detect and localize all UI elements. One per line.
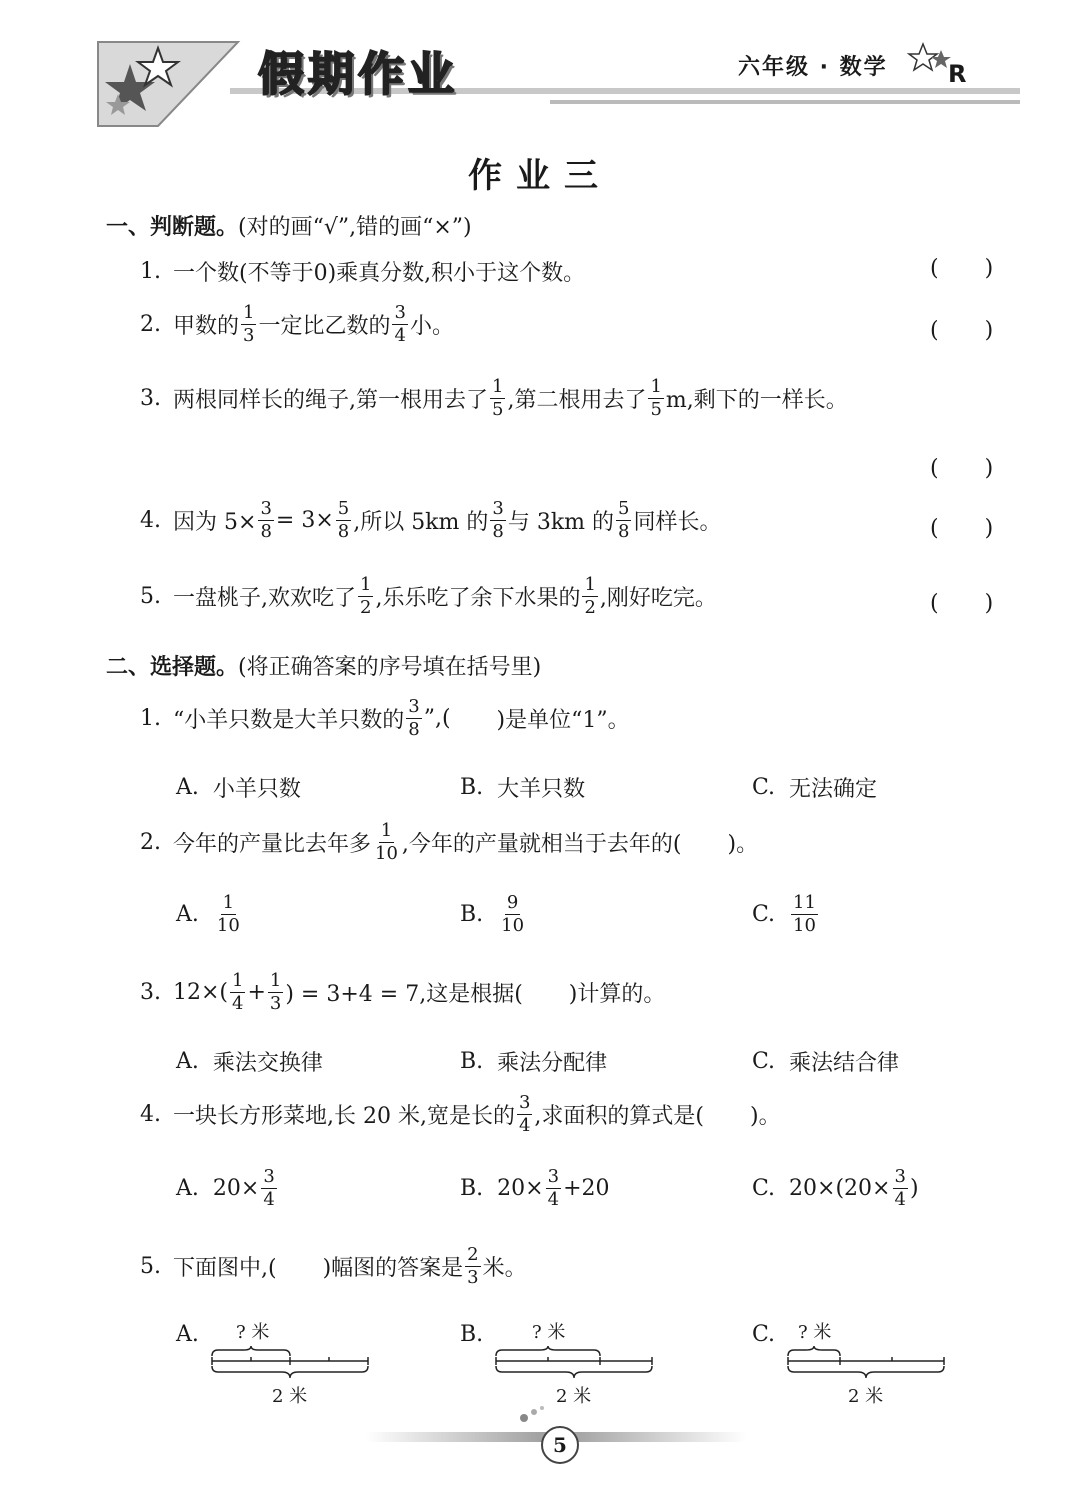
diagram-top-label: ? 米 [236,1322,270,1343]
edition-mark: R [948,60,967,88]
option-a[interactable]: A. 20× $\frac{3}{4}$ [176,1166,275,1210]
diagram-top-label: ? 米 [532,1322,566,1343]
fraction: $\frac{3}{8}$ [492,498,504,542]
option-b[interactable]: B. 大羊只数 [460,775,586,802]
segment-diagram-c [782,1344,952,1384]
header-title: 假期作业 [258,47,458,101]
section1-heading: 一、判断题。(对的画“√”,错的画“×”) [106,215,472,240]
option-b[interactable]: B. 乘法分配律 [460,1049,608,1076]
fraction: $\frac{1}{5}$ [650,376,662,420]
option-a[interactable]: A. $\frac{1}{10}$ [176,892,240,936]
fraction: $\frac{3}{8}$ [260,498,272,542]
option-c[interactable]: C. 20×(20× $\frac{3}{4}$ ) [752,1166,919,1210]
option-c[interactable]: C. [752,1322,776,1347]
fraction: $\frac{1}{10}$ [216,892,240,936]
s1-question-5: 5. 一盘桃子,欢欢吃了 $\frac{1}{2}$ ,乐乐吃了余下水果的 $\frac{1}{2}$ ,刚好吃完。 [140,574,717,618]
fraction: $\frac{1}{5}$ [492,376,504,420]
option-c[interactable]: C. 乘法结合律 [752,1049,900,1076]
option-b[interactable]: B. [460,1322,484,1347]
s1-question-2: 2. 甲数的 $\frac{1}{3}$ 一定比乙数的 $\frac{3}{4}$ 小。 [140,302,454,346]
fraction: $\frac{1}{4}$ [232,970,244,1014]
option-c[interactable]: C. $\frac{11}{10}$ [752,892,816,936]
fraction: $\frac{1}{3}$ [269,970,282,1014]
s1-question-4: 4. 因为 5× $\frac{3}{8}$ = 3× $\frac{5}{8}$ ,所以 5km 的 $\frac{3}{8}$ 与 3km 的 $\frac{5}{8}$ 同样长。 [140,498,722,542]
segment-diagram-b [490,1344,660,1384]
fraction: $\frac{3}{4}$ [518,1092,531,1136]
s2-question-2: 2. 今年的产量比去年多 $\frac{1}{10}$ ,今年的产量就相当于去年的( )。 [140,820,759,864]
fraction: $\frac{1}{2}$ [360,574,372,618]
s2-question-1: 1. “小羊只数是大羊只数的 $\frac{3}{8}$ ”,( )是单位“1”。 [140,696,630,740]
diagram-top-label: ? 米 [798,1322,832,1343]
fraction: $\frac{2}{3}$ [467,1244,479,1288]
fraction: $\frac{3}{4}$ [263,1166,275,1210]
option-c[interactable]: C. 无法确定 [752,775,878,802]
option-b[interactable]: B. $\frac{9}{10}$ [460,892,525,936]
fraction: $\frac{3}{4}$ [894,1166,906,1210]
s2-question-3: 3. 12×( $\frac{1}{4}$ + $\frac{1}{3}$ ) = 3+4 = 7,这是根据( )计算的。 [140,970,666,1014]
section1-instruction: (对的画“√”,错的画“×”) [238,215,472,240]
header-grade-subject: 六年级 · 数学 [738,55,888,80]
diagram-bottom-label: 2 米 [272,1386,308,1407]
page-title: 作业三 [468,156,612,196]
answer-bracket[interactable]: ( ) [930,456,994,481]
fraction: $\frac{5}{8}$ [618,498,630,542]
option-a[interactable]: A. 乘法交换律 [176,1049,323,1076]
fraction: $\frac{3}{4}$ [547,1166,560,1210]
page-number: 5 [541,1426,579,1464]
answer-bracket[interactable]: ( ) [930,256,994,281]
diagram-bottom-label: 2 米 [848,1386,884,1407]
fraction: $\frac{3}{8}$ [408,696,420,740]
header-logo-stars [88,34,248,138]
fraction: $\frac{1}{3}$ [243,302,255,346]
s2-question-4: 4. 一块长方形菜地,长 20 米,宽是长的 $\frac{3}{4}$ ,求面积的算式是( )。 [140,1092,781,1136]
fraction: $\frac{11}{10}$ [793,892,816,936]
option-b[interactable]: B. 20× $\frac{3}{4}$ +20 [460,1166,610,1210]
section2-heading: 二、选择题。(将正确答案的序号填在括号里) [106,655,542,680]
answer-bracket[interactable]: ( ) [930,318,994,343]
section2-instruction: (将正确答案的序号填在括号里) [238,655,542,680]
s2-question-5: 5. 下面图中,( )幅图的答案是 $\frac{2}{3}$ 米。 [140,1244,527,1288]
diagram-bottom-label: 2 米 [556,1386,592,1407]
answer-bracket[interactable]: ( ) [930,591,994,616]
fraction: $\frac{1}{2}$ [584,574,596,618]
fraction: $\frac{3}{4}$ [394,302,406,346]
option-a[interactable]: A. 小羊只数 [176,775,301,802]
fraction: $\frac{1}{10}$ [375,820,398,864]
segment-diagram-a [206,1344,376,1384]
answer-bracket[interactable]: ( ) [930,516,994,541]
option-a[interactable]: A. [176,1322,199,1347]
fraction: $\frac{5}{8}$ [337,498,350,542]
fraction: $\frac{9}{10}$ [501,892,525,936]
s1-question-3: 3. 两根同样长的绳子,第一根用去了 $\frac{1}{5}$ ,第二根用去了 $\frac{1}{5}$ m,剩下的一样长。 [140,376,848,420]
s1-question-1: 1. 一个数(不等于0)乘真分数,积小于这个数。 [140,259,586,286]
